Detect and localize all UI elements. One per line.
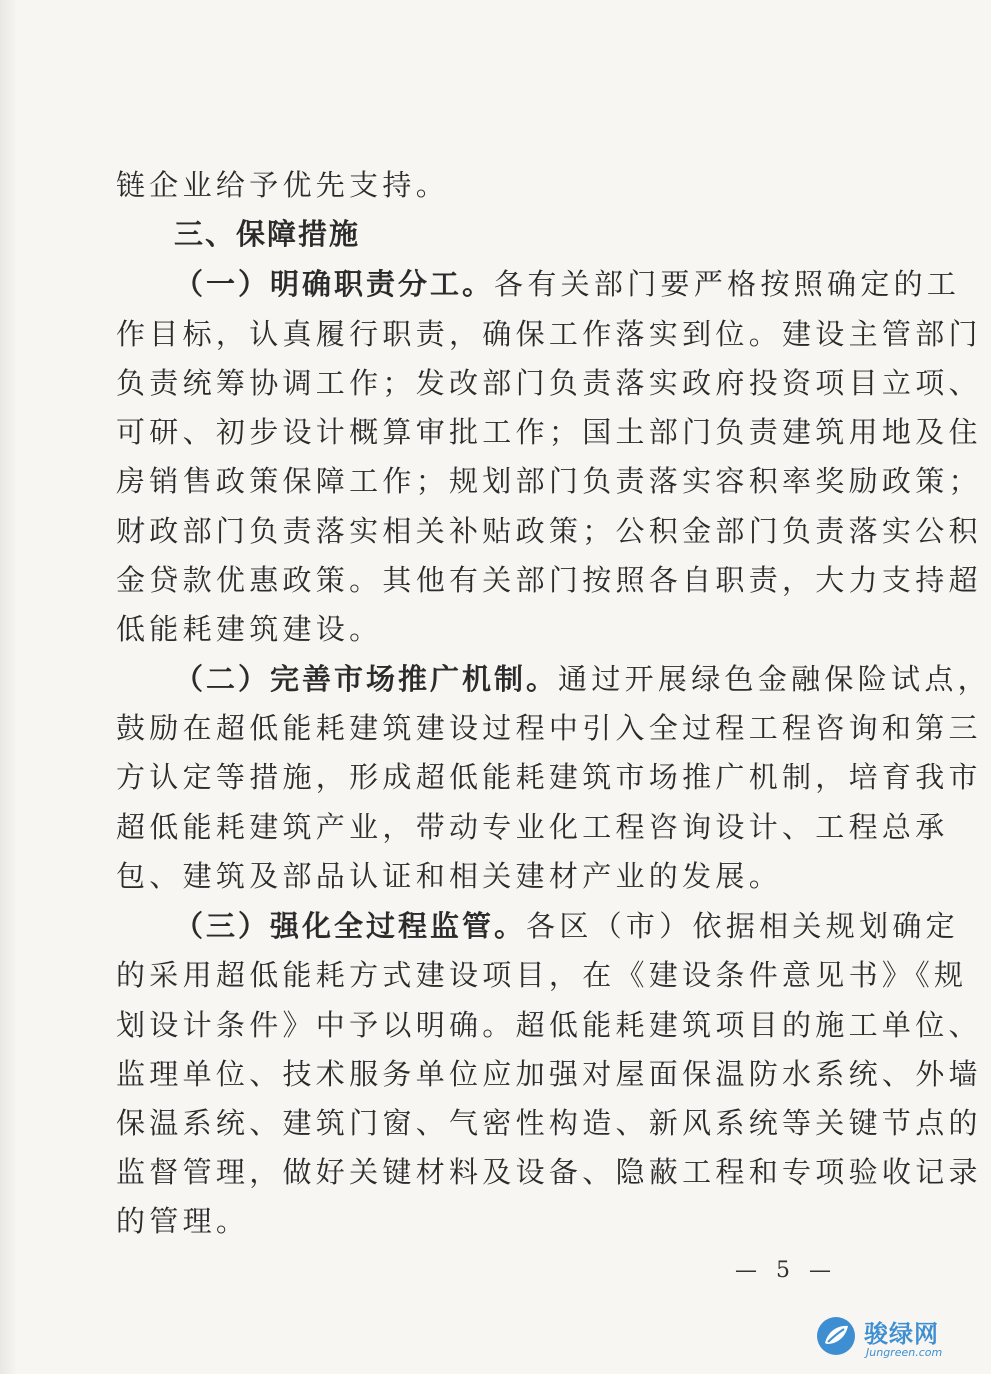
text-line: 包、建筑及部品认证和相关建材产业的发展。 (116, 859, 783, 893)
site-watermark (812, 1310, 952, 1366)
paragraph-1-label: （一）明确职责分工。 (174, 267, 495, 301)
text-line: 的管理。 (116, 1204, 250, 1238)
text-line: 低能耗建筑建设。 (116, 612, 383, 646)
watermark-subtitle: Jungreen.com (866, 1346, 943, 1359)
paragraph-1-first-line (174, 267, 961, 301)
paragraph-2-first-line (174, 662, 991, 696)
paragraph-3-label: （三）强化全过程监管。 (174, 909, 527, 943)
text-line: 划设计条件》中予以明确。超低能耗建筑项目的施工单位、 (116, 1008, 982, 1042)
page-number: — 5 — (735, 1258, 837, 1283)
text-line: 作目标，认真履行职责，确保工作落实到位。建设主管部门 (116, 317, 982, 351)
text-line: 超低能耗建筑产业，带动专业化工程咨询设计、工程总承 (116, 810, 949, 844)
text-line: 鼓励在超低能耗建筑建设过程中引入全过程工程咨询和第三 (116, 711, 982, 745)
scan-edge-shadow (0, 0, 18, 1374)
text-line: 方认定等措施，形成超低能耗建筑市场推广机制，培育我市 (116, 760, 982, 794)
text-line: 房销售政策保障工作；规划部门负责落实容积率奖励政策； (116, 464, 982, 498)
text-line: 的采用超低能耗方式建设项目，在《建设条件意见书》《规 (116, 958, 968, 992)
leaf-logo-icon (816, 1316, 856, 1356)
paragraph-3-first-line-text: 各区（市）依据相关规划确定 (526, 909, 959, 943)
text-line: 金贷款优惠政策。其他有关部门按照各自职责，大力支持超 (116, 563, 982, 597)
text-line: 可研、初步设计概算审批工作；国土部门负责建筑用地及住 (116, 415, 982, 449)
text-line: 监督管理，做好关键材料及设备、隐蔽工程和专项验收记录 (116, 1155, 982, 1189)
text-line: 负责统筹协调工作；发改部门负责落实政府投资项目立项、 (116, 366, 982, 400)
paragraph-2-label: （二）完善市场推广机制。 (174, 662, 559, 696)
paragraph-1-first-line-text: 各有关部门要严格按照确定的工 (494, 267, 961, 301)
watermark-title: 骏绿网 (864, 1320, 939, 1348)
text-line: 链企业给予优先支持。 (116, 168, 450, 202)
text-line: 保温系统、建筑门窗、气密性构造、新风系统等关键节点的 (116, 1106, 982, 1140)
paragraph-2-first-line-text: 通过开展绿色金融保险试点， (558, 662, 991, 696)
section-heading: 三、保障措施 (174, 217, 361, 251)
text-line: 财政部门负责落实相关补贴政策；公积金部门负责落实公积 (116, 514, 982, 548)
paragraph-3-first-line (174, 909, 959, 943)
text-line: 监理单位、技术服务单位应加强对屋面保温防水系统、外墙 (116, 1057, 982, 1091)
